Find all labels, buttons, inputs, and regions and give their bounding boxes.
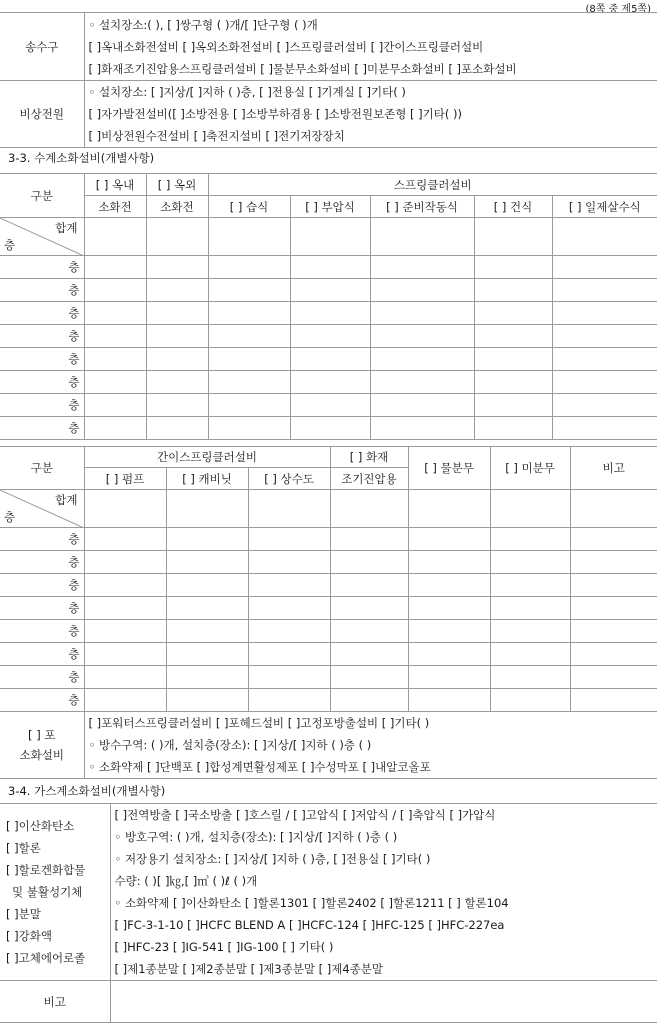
t1-row-floor: 층 xyxy=(0,256,84,279)
t2-remarks: 비고 xyxy=(570,447,657,490)
t2-row-floor: 층 xyxy=(0,666,84,689)
t1-outdoor-1: [ ] 옥외 xyxy=(146,174,208,196)
t2-row-floor: 층 xyxy=(0,574,84,597)
power-line-2: [ ]자가발전설비([ ]소방전용 [ ]소방부하겸용 [ ]소방전원보존형 [ ]기타( )) xyxy=(88,107,462,121)
t2-gubun: 구분 xyxy=(0,447,84,490)
gas-label-inert: 및 불활성기체 xyxy=(12,885,83,899)
page-number: (8쪽 중 제5쪽) xyxy=(585,4,651,15)
foam-line-1: [ ]포워터스프링클러설비 [ ]포헤드설비 [ ]고정포방출설비 [ ]기타( ) xyxy=(88,716,430,730)
pump-power-table xyxy=(0,12,657,148)
t1-sp-preaction: [ ] 준비작동식 xyxy=(370,196,474,218)
t1-indoor-1: [ ] 옥내 xyxy=(84,174,146,196)
gas-labels xyxy=(0,804,110,981)
emergency-power-label: 비상전원 xyxy=(0,81,84,148)
t1-sprinkler: 스프링클러설비 xyxy=(208,174,657,196)
t2-pump: [ ] 펌프 xyxy=(84,468,166,490)
gas-line-8: [ ]제1종분말 [ ]제2종분말 [ ]제3종분말 [ ]제4종분말 xyxy=(114,962,383,976)
pump-line-2: [ ]옥내소화전설비 [ ]옥외소화전설비 [ ]스프링클러설비 [ ]간이스프링클러설비 xyxy=(88,39,484,54)
t2-row-floor: 층 xyxy=(0,620,84,643)
gas-label-powder: [ ]분말 xyxy=(6,907,41,921)
t1-indoor-2: 소화전 xyxy=(84,196,146,218)
t1-row-floor: 층 xyxy=(0,371,84,394)
t2-total-diagonal-cell xyxy=(0,490,84,528)
t1-row-floor: 층 xyxy=(0,348,84,371)
gas-label-halocarbon: [ ]할로겐화합물 xyxy=(6,863,86,877)
gas-label-fortified: [ ]강화액 xyxy=(6,929,52,943)
gas-label-aerosol: [ ]고체에어로졸 xyxy=(6,951,86,965)
gas-line-1: [ ]전역방출 [ ]국소방출 [ ]호스릴 / [ ]고압식 [ ]저압식 / [ ]축압식 [ ]가압식 xyxy=(114,808,496,822)
foam-label-cell xyxy=(0,712,84,779)
t1-row-floor: 층 xyxy=(0,417,84,440)
foam-table xyxy=(0,711,657,779)
foam-content xyxy=(84,712,657,779)
t1-gubun: 구분 xyxy=(0,174,84,218)
pump-line-1: ◦ 설치장소:( ), [ ]쌍구형 ( )개/[ ]단구형 ( )개 xyxy=(88,17,318,32)
t2-simple-sprinkler: 간이스프링클러설비 xyxy=(84,447,330,468)
gas-line-7: [ ]HFC-23 [ ]IG-541 [ ]IG-100 [ ] 기타( ) xyxy=(114,940,334,954)
foam-line-3: ◦ 소화약제 [ ]단백포 [ ]합성계면활성제포 [ ]수성막포 [ ]내알코올포 xyxy=(88,760,431,774)
gas-content xyxy=(110,804,657,981)
t2-row-floor: 층 xyxy=(0,643,84,666)
foam-label-1: [ ] 포 xyxy=(28,728,56,742)
pump-line-3: [ ]화재조기진압용스프링클러설비 [ ]물분무소화설비 [ ]미분무소화설비 [ ]포소화설비 xyxy=(88,61,517,76)
gas-label-co2: [ ]이산화탄소 xyxy=(6,819,75,833)
simple-sprinkler-table xyxy=(0,446,657,712)
gas-label-halon: [ ]할론 xyxy=(6,841,41,855)
t2-early-1: [ ] 화재 xyxy=(330,447,408,468)
gas-line-5: ◦ 소화약제 [ ]이산화탄소 [ ]할론1301 [ ]할론2402 [ ]할론1211 [ ] 할론104 xyxy=(114,896,509,910)
section-3-4-title: 3-4. 가스계소화설비(개별사항) xyxy=(8,784,166,798)
t1-sp-negative: [ ] 부압식 xyxy=(290,196,370,218)
t1-sp-dry: [ ] 건식 xyxy=(474,196,552,218)
t2-total-label: 합계 xyxy=(55,493,78,507)
t2-fine-spray: [ ] 미분무 xyxy=(490,447,570,490)
t2-early-2: 조기진압용 xyxy=(330,468,408,490)
section-3-3-title: 3-3. 수계소화설비(개별사항) xyxy=(8,151,155,165)
water-system-table xyxy=(0,173,657,440)
t2-row-floor: 층 xyxy=(0,528,84,551)
t1-floor-label: 층 xyxy=(4,238,16,252)
gas-line-4: 수량: ( )[ ]㎏,[ ]㎥ ( )ℓ ( )개 xyxy=(114,874,258,888)
gas-line-6: [ ]FC-3-1-10 [ ]HCFC BLEND A [ ]HCFC-124 [ ]HFC-125 [ ]HFC-227ea xyxy=(114,918,505,932)
gas-line-3: ◦ 저장용기 설치장소: [ ]지상/[ ]지하 ( )층, [ ]전용실 [ ]기타( ) xyxy=(114,852,431,866)
t1-sp-deluge: [ ] 일제살수식 xyxy=(552,196,657,218)
t1-outdoor-2: 소화전 xyxy=(146,196,208,218)
t1-row-floor: 층 xyxy=(0,325,84,348)
foam-line-2: ◦ 방수구역: ( )개, 설치층(장소): [ ]지상/[ ]지하 ( )층 ( ) xyxy=(88,738,372,752)
t1-total-label: 합계 xyxy=(55,221,78,235)
t2-waterworks: [ ] 상수도 xyxy=(248,468,330,490)
power-line-1: ◦ 설치장소: [ ]지상/[ ]지하 ( )층, [ ]전용실 [ ]기계실 [ ]기타( ) xyxy=(88,85,406,99)
power-line-3: [ ]비상전원수전설비 [ ]축전지설비 [ ]전기저장장치 xyxy=(88,129,345,143)
t1-total-diagonal-cell xyxy=(0,218,84,256)
t1-sp-wet: [ ] 습식 xyxy=(208,196,290,218)
t2-cabinet: [ ] 캐비닛 xyxy=(166,468,248,490)
t1-row-floor: 층 xyxy=(0,394,84,417)
t2-water-spray: [ ] 물분무 xyxy=(408,447,490,490)
gas-line-2: ◦ 방호구역: ( )개, 설치층(장소): [ ]지상/[ ]지하 ( )층 ( ) xyxy=(114,830,398,844)
gas-table xyxy=(0,803,657,1023)
t2-row-floor: 층 xyxy=(0,689,84,712)
t2-row-floor: 층 xyxy=(0,551,84,574)
pump-content xyxy=(84,13,657,81)
remarks-label: 비고 xyxy=(0,981,110,1023)
emergency-power-content xyxy=(84,81,657,148)
t1-row-floor: 층 xyxy=(0,279,84,302)
t2-floor-label: 층 xyxy=(4,510,16,524)
remarks-field[interactable] xyxy=(110,981,657,1023)
pump-label: 송수구 xyxy=(0,13,84,81)
t2-row-floor: 층 xyxy=(0,597,84,620)
foam-label-2: 소화설비 xyxy=(19,748,64,762)
t1-row-floor: 층 xyxy=(0,302,84,325)
